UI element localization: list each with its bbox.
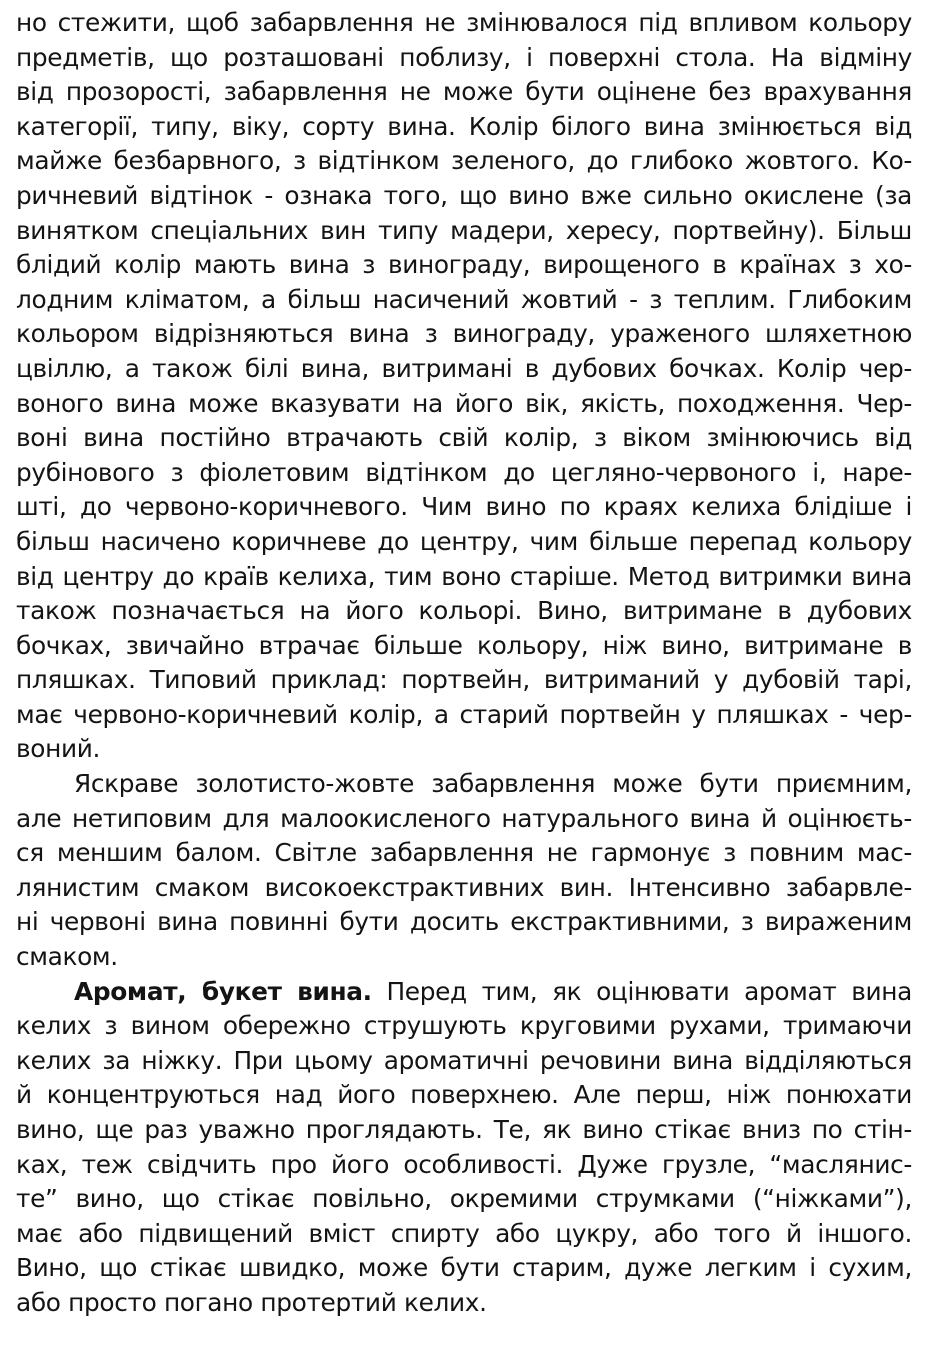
text-line: лянистим смаком високоекстрактивних вин. Інтенсивно забарвле- xyxy=(16,872,912,902)
text-line: від центру до країв келиха, тим воно старіше. Метод витримки вина xyxy=(16,561,912,591)
text-span: Перед тим, як оцінювати аромат вина xyxy=(371,976,912,1006)
text-line: пляшках. Типовий приклад: портвейн, витриманий у дубовій тарі, xyxy=(16,665,912,695)
text-line: більш насичено коричневе до центру, чим більше перепад кольору xyxy=(16,526,912,556)
text-line: й концентруються над його поверхнею. Але перш, ніж понюхати xyxy=(16,1080,912,1110)
text-line: має червоно-коричневий колір, а старий портвейн у пляшках - чер- xyxy=(16,699,912,729)
paragraph-color xyxy=(16,6,912,767)
paragraph-golden-yellow xyxy=(16,767,912,975)
text-line: воні вина постійно втрачають свій колір, з віком змінюючись від xyxy=(16,423,912,453)
document-page xyxy=(16,6,912,1321)
text-line: келих з вином обережно струшують круговими рухами, тримаючи xyxy=(16,1011,912,1041)
text-line: кольором відрізняються вина з винограду, ураженого шляхетною xyxy=(16,319,912,349)
text-line: категорії, типу, віку, сорту вина. Колір білого вина змінюється від xyxy=(16,111,912,141)
text-line: ні червоні вина повинні бути досить екстрактивними, з вираженим xyxy=(16,907,912,937)
text-line: воний. xyxy=(16,734,101,764)
text-line: від прозорості, забарвлення не може бути оцінене без врахування xyxy=(16,77,912,107)
text-line: майже безбарвного, з відтінком зеленого, до глибоко жовтого. Ко- xyxy=(16,146,912,176)
text-line: смаком. xyxy=(16,942,118,972)
text-line: ричневий відтінок - ознака того, що вино вже сильно окислене (за xyxy=(16,180,912,210)
text-line: Вино, що стікає швидко, може бути старим, дуже легким і сухим, xyxy=(16,1253,912,1283)
paragraph-aroma xyxy=(16,975,912,1321)
text-line: те” вино, що стікає повільно, окремими струмками (“ніжками”), xyxy=(16,1184,912,1214)
text-line: шті, до червоно-коричневого. Чим вино по краях келиха блідіше і xyxy=(16,492,912,522)
text-line: або просто погано протертий келих. xyxy=(16,1287,487,1317)
text-line: має або підвищений вміст спирту або цукру, або того й іншого. xyxy=(16,1218,912,1248)
text-line: предметів, що розташовані поблизу, і поверхні стола. На відміну xyxy=(16,42,912,72)
text-line: блідий колір мають вина з винограду, вирощеного в країнах з хо- xyxy=(16,250,912,280)
text-line: рубінового з фіолетовим відтінком до цегляно-червоного і, наре- xyxy=(16,457,912,487)
text-line: Яскраве золотисто-жовте забарвлення може бути приємним, xyxy=(74,769,912,799)
text-line: лодним кліматом, а більш насичений жовтий - з теплим. Глибоким xyxy=(16,284,912,314)
text-line: но стежити, щоб забарвлення не змінювалося під впливом кольору xyxy=(16,8,912,37)
text-line: вино, ще раз уважно проглядають. Те, як вино стікає вниз по стін- xyxy=(16,1115,912,1144)
text-line: також позначається на його кольорі. Вино, витримане в дубових xyxy=(16,596,912,626)
text-line: ся меншим балом. Світле забарвлення не гармонує з повним мас- xyxy=(16,838,912,868)
text-line: ках, теж свідчить про його особливості. Дуже грузле, “маслянис- xyxy=(16,1149,912,1179)
text-line: але нетиповим для малоокисленого натурального вина й оцінюєть- xyxy=(16,803,912,833)
section-heading: Аромат, букет вина. xyxy=(74,976,372,1006)
text-line: воного вина може вказувати на його вік, якість, походження. Чер- xyxy=(16,388,912,418)
text-line xyxy=(16,975,912,1010)
text-line: бочках, звичайно втрачає більше кольору, ніж вино, витримане в xyxy=(16,630,912,660)
text-line: келих за ніжку. При цьому ароматичні речовини вина відділяються xyxy=(16,1045,912,1075)
text-line: винятком спеціальних вин типу мадери, хересу, портвейну). Більш xyxy=(16,215,912,245)
text-line: цвіллю, а також білі вина, витримані в дубових бочках. Колір чер- xyxy=(16,353,912,383)
